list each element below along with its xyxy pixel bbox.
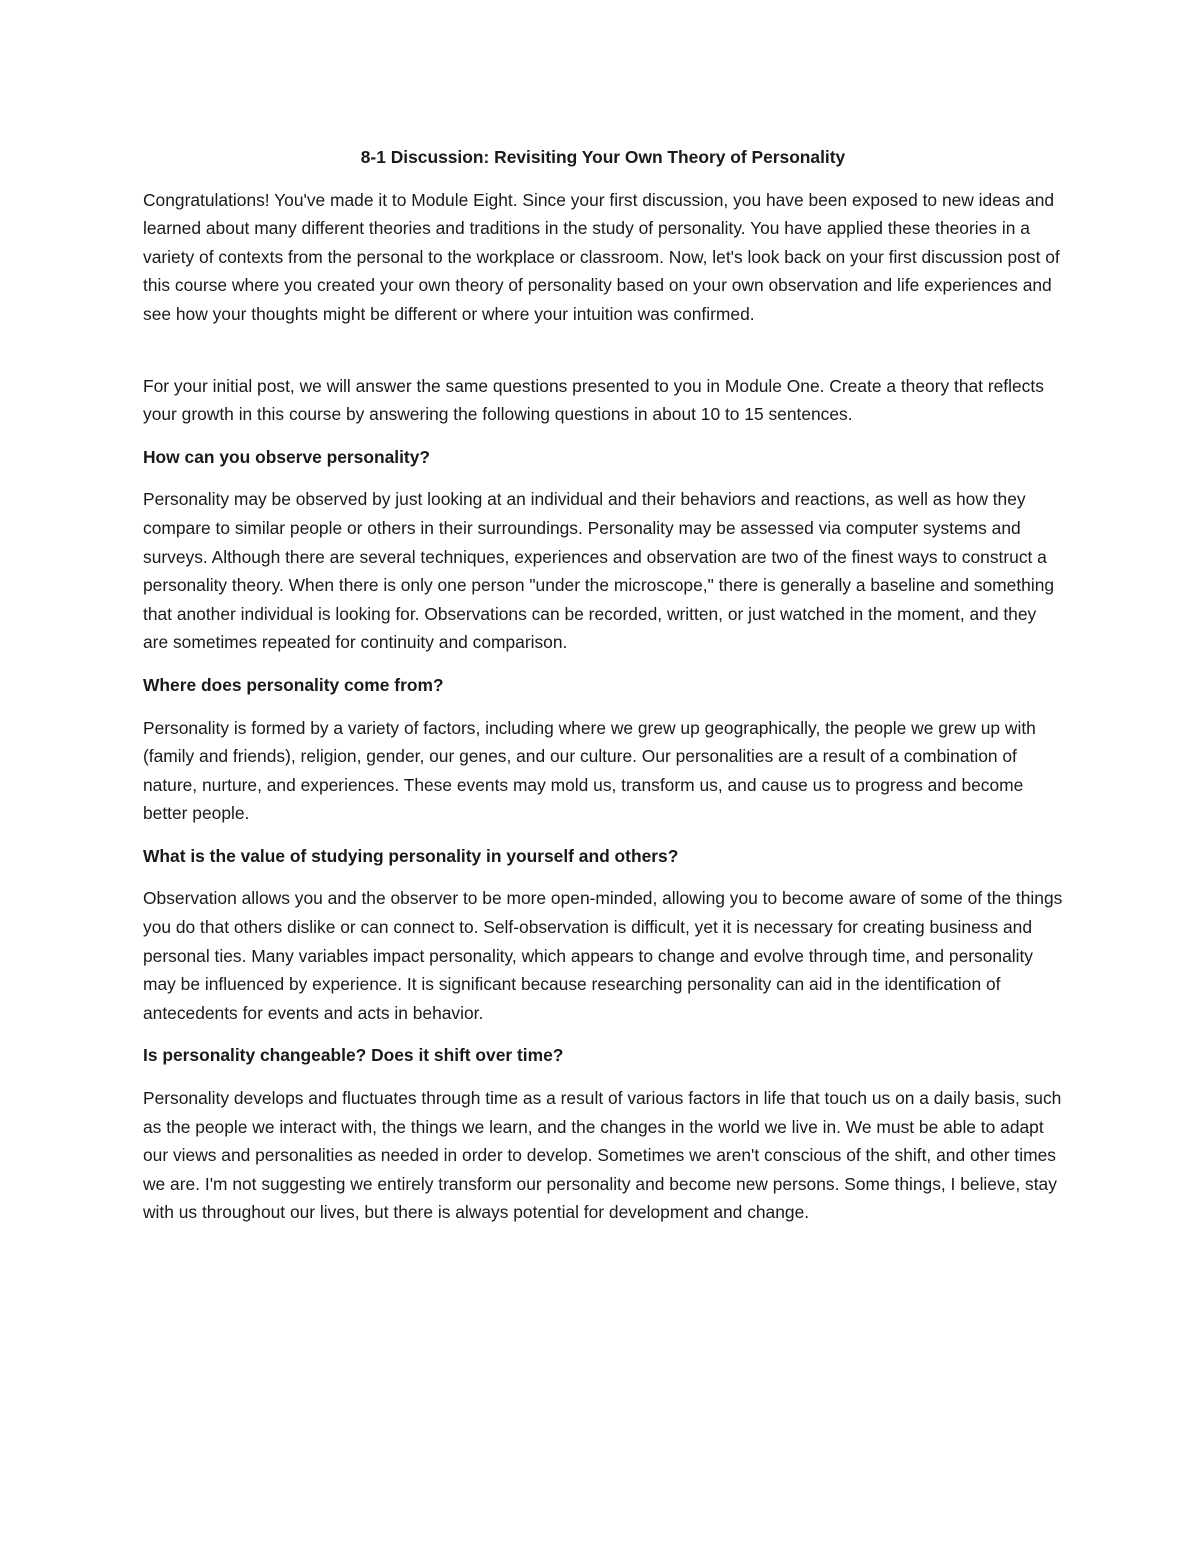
intro-paragraph: Congratulations! You've made it to Module Eight. Since your first discussion, you have been exposed to new ideas and learned about many different theories and traditions in the study of personality. You have applied these theories in a variety of contexts from the personal to the workplace or classroom. Now, let's look back on your first discussion post of this course where you created your own theory of personality based on your own observation and life experiences and see how your thoughts might be different or where your intuition was confirmed. [143, 189, 1060, 324]
document-title: 8-1 Discussion: Revisiting Your Own Theory of Personality [360, 147, 846, 167]
instructions-paragraph: For your initial post, we will answer the same questions presented to you in Module One. Create a theory that reflects your growth in this course by answering the following questions in about 10 to 15 sentences. [143, 375, 1044, 425]
section-question: How can you observe personality? [143, 446, 431, 467]
section-answer: Personality develops and fluctuates through time as a result of various factors in life that touch us on a daily basis, such as the people we interact with, the things we learn, and the changes in the world we live in. We must be able to adapt our views and personalities as needed in order to develop. Sometimes we aren't conscious of the shift, and other times we are. I'm not suggesting we entirely transform our personality and become new persons. Some things, I believe, stay with us throughout our lives, but there is always potential for development and change. [143, 1088, 1062, 1223]
section-question: Where does personality come from? [143, 674, 444, 695]
document-body [143, 143, 1063, 1241]
section-answer: Personality may be observed by just looking at an individual and their behaviors and reactions, as well as how they compare to similar people or others in their surroundings. Personality may be assessed via computer systems and surveys. Although there are several techniques, experiences and observation are two of the finest ways to construct a personality theory. When there is only one person "under the microscope," there is generally a baseline and something that another individual is looking for. Observations can be recorded, written, or just watched in the moment, and they are sometimes repeated for continuity and comparison. [143, 489, 1055, 653]
section-question: Is personality changeable? Does it shift over time? [143, 1045, 564, 1066]
section-question: What is the value of studying personality in yourself and others? [143, 845, 679, 866]
section-answer: Observation allows you and the observer to be more open-minded, allowing you to become aware of some of the things you do that others dislike or can connect to. Self-observation is difficult, yet it is necessary for creating business and personal ties. Many variables impact personality, which appears to change and evolve through time, and personality may be influenced by experience. It is significant because researching personality can aid in the identification of antecedents for events and acts in behavior. [143, 888, 1063, 1023]
section-answer: Personality is formed by a variety of factors, including where we grew up geographically, the people we grew up with (family and friends), religion, gender, our genes, and our culture. Our personalities are a result of a combination of nature, nurture, and experiences. These events may mold us, transform us, and cause us to progress and become better people. [143, 717, 1036, 824]
